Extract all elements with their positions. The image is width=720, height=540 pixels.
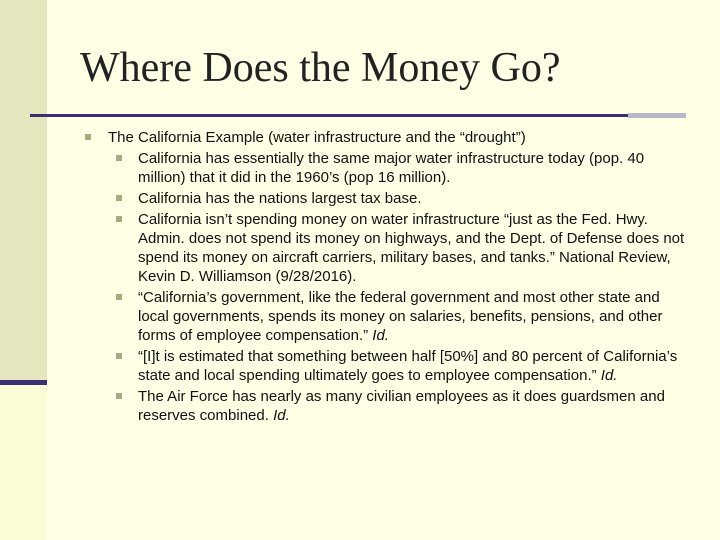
slide-content bbox=[84, 128, 694, 425]
sub-bullet-text: “California’s government, like the federal government and most other state and local governments, spends its money on salaries, benefits, pensions, and other forms of employee compensation.” bbox=[138, 289, 663, 344]
bullet-square-icon bbox=[85, 134, 91, 140]
title-rule-end bbox=[628, 113, 686, 118]
sub-bullet-text: “[I]t is estimated that something between half [50%] and 80 percent of California’s state and local spending ultimately goes to employee compensation.” bbox=[138, 348, 678, 384]
bullet-square-icon bbox=[116, 393, 122, 399]
sub-bullet bbox=[84, 347, 694, 385]
sub-bullet-text: California has the nations largest tax base. bbox=[138, 190, 422, 207]
left-band bbox=[0, 0, 47, 380]
title-rule bbox=[30, 114, 628, 117]
main-bullet bbox=[84, 128, 694, 147]
citation: Id. bbox=[600, 367, 618, 384]
left-band-bottom bbox=[0, 380, 47, 540]
citation: Id. bbox=[273, 407, 290, 424]
bullet-square-icon bbox=[116, 216, 122, 222]
citation: Id. bbox=[372, 327, 389, 344]
sub-bullet bbox=[84, 149, 694, 187]
sub-bullet-text: California has essentially the same major water infrastructure today (pop. 40 million) that it did in the 1960’s (pop 16 million). bbox=[138, 150, 645, 186]
sub-bullet-text: The Air Force has nearly as many civilian employees as it does guardsmen and reserves combined. bbox=[138, 388, 665, 424]
bullet-square-icon bbox=[116, 155, 122, 161]
sub-bullet bbox=[84, 189, 694, 208]
sub-bullet-text: California isn’t spending money on water infrastructure “just as the Fed. Hwy. Admin. does not spend its money on highways, and the Dept. of Defense does not spend its money on aircraft carriers, military bases, and tanks.” National Review, Kevin D. Williamson (9/28/2016). bbox=[138, 211, 685, 285]
bullet-square-icon bbox=[116, 195, 122, 201]
accent-tab bbox=[0, 380, 47, 385]
bullet-square-icon bbox=[116, 353, 122, 359]
sub-bullet bbox=[84, 210, 694, 286]
bullet-square-icon bbox=[116, 294, 122, 300]
sub-bullet bbox=[84, 387, 694, 425]
slide-title: Where Does the Money Go? bbox=[80, 45, 561, 91]
sub-bullet bbox=[84, 288, 694, 345]
main-bullet-text: The California Example (water infrastructure and the “drought”) bbox=[108, 129, 526, 146]
